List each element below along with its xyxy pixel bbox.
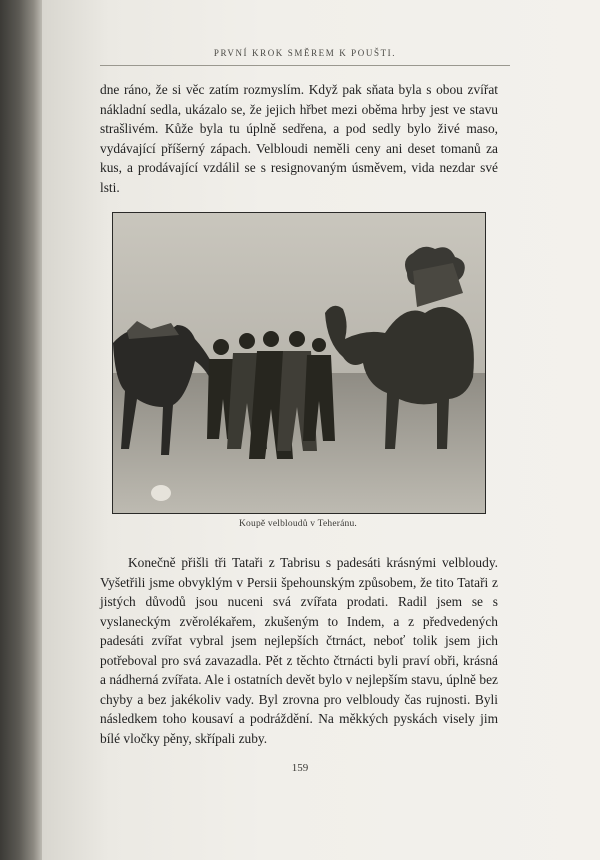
photo-caption: Koupě velbloudů v Teheránu. (238, 519, 357, 529)
paragraph-1: dne ráno, že si věc zatím rozmyslím. Když pak sňata byla s obou zvířat nákladní sedla, ukázalo se, že jejich hřbet mezi oběma hrby jest ve stavu strašlivém. Kůže byla tu úplně sedřena, a pod sedly bylo živé maso, vydávající příšerný zápach. Velbloudi neměli ceny ani deset tomanů za kus, a prodávající vzdálil se s resignovaným úsměvem, vida nezdar své lsti. (100, 82, 498, 195)
header-rule (100, 65, 510, 66)
small-dog (151, 485, 171, 501)
page-number: 159 (291, 762, 309, 774)
running-head: PRVNÍ KROK SMĚREM K POUŠTI. (213, 48, 397, 58)
photograph (112, 212, 486, 514)
paragraph-2: Konečně přišli tři Tataři z Tabrisu s padesáti krásnými velbloudy. Vyšetřili jsme obvyklým v Persii špehounským způsobem, že tito Tataři z jistých důvodů jsou nuceni svá zvířata prodati. Radil jsem se s vyslaneckým zvěrolékařem, zkušeným to Indem, a z předvedených padesáti zvířat vybral jsem nejlepších čtrnáct, neboť tolik jsem jich potřeboval pro svá zavazadla. Pět z těchto čtrnácti byli praví obři, krásná a nádherná zvířata. Ale i ostatních devět bylo v nejlepším stavu, úplně bez chyby a bez jakékoliv vady. Byl zrovna pro velbloudy čas rujnosti. Byli následkem toho kousaví a podráždění. Na měkkých pyskách visely jim bílé vločky pěny, skřípali zuby. (100, 555, 498, 746)
book-gutter-shadow (0, 0, 42, 860)
camel-purchase-photo (113, 213, 485, 513)
